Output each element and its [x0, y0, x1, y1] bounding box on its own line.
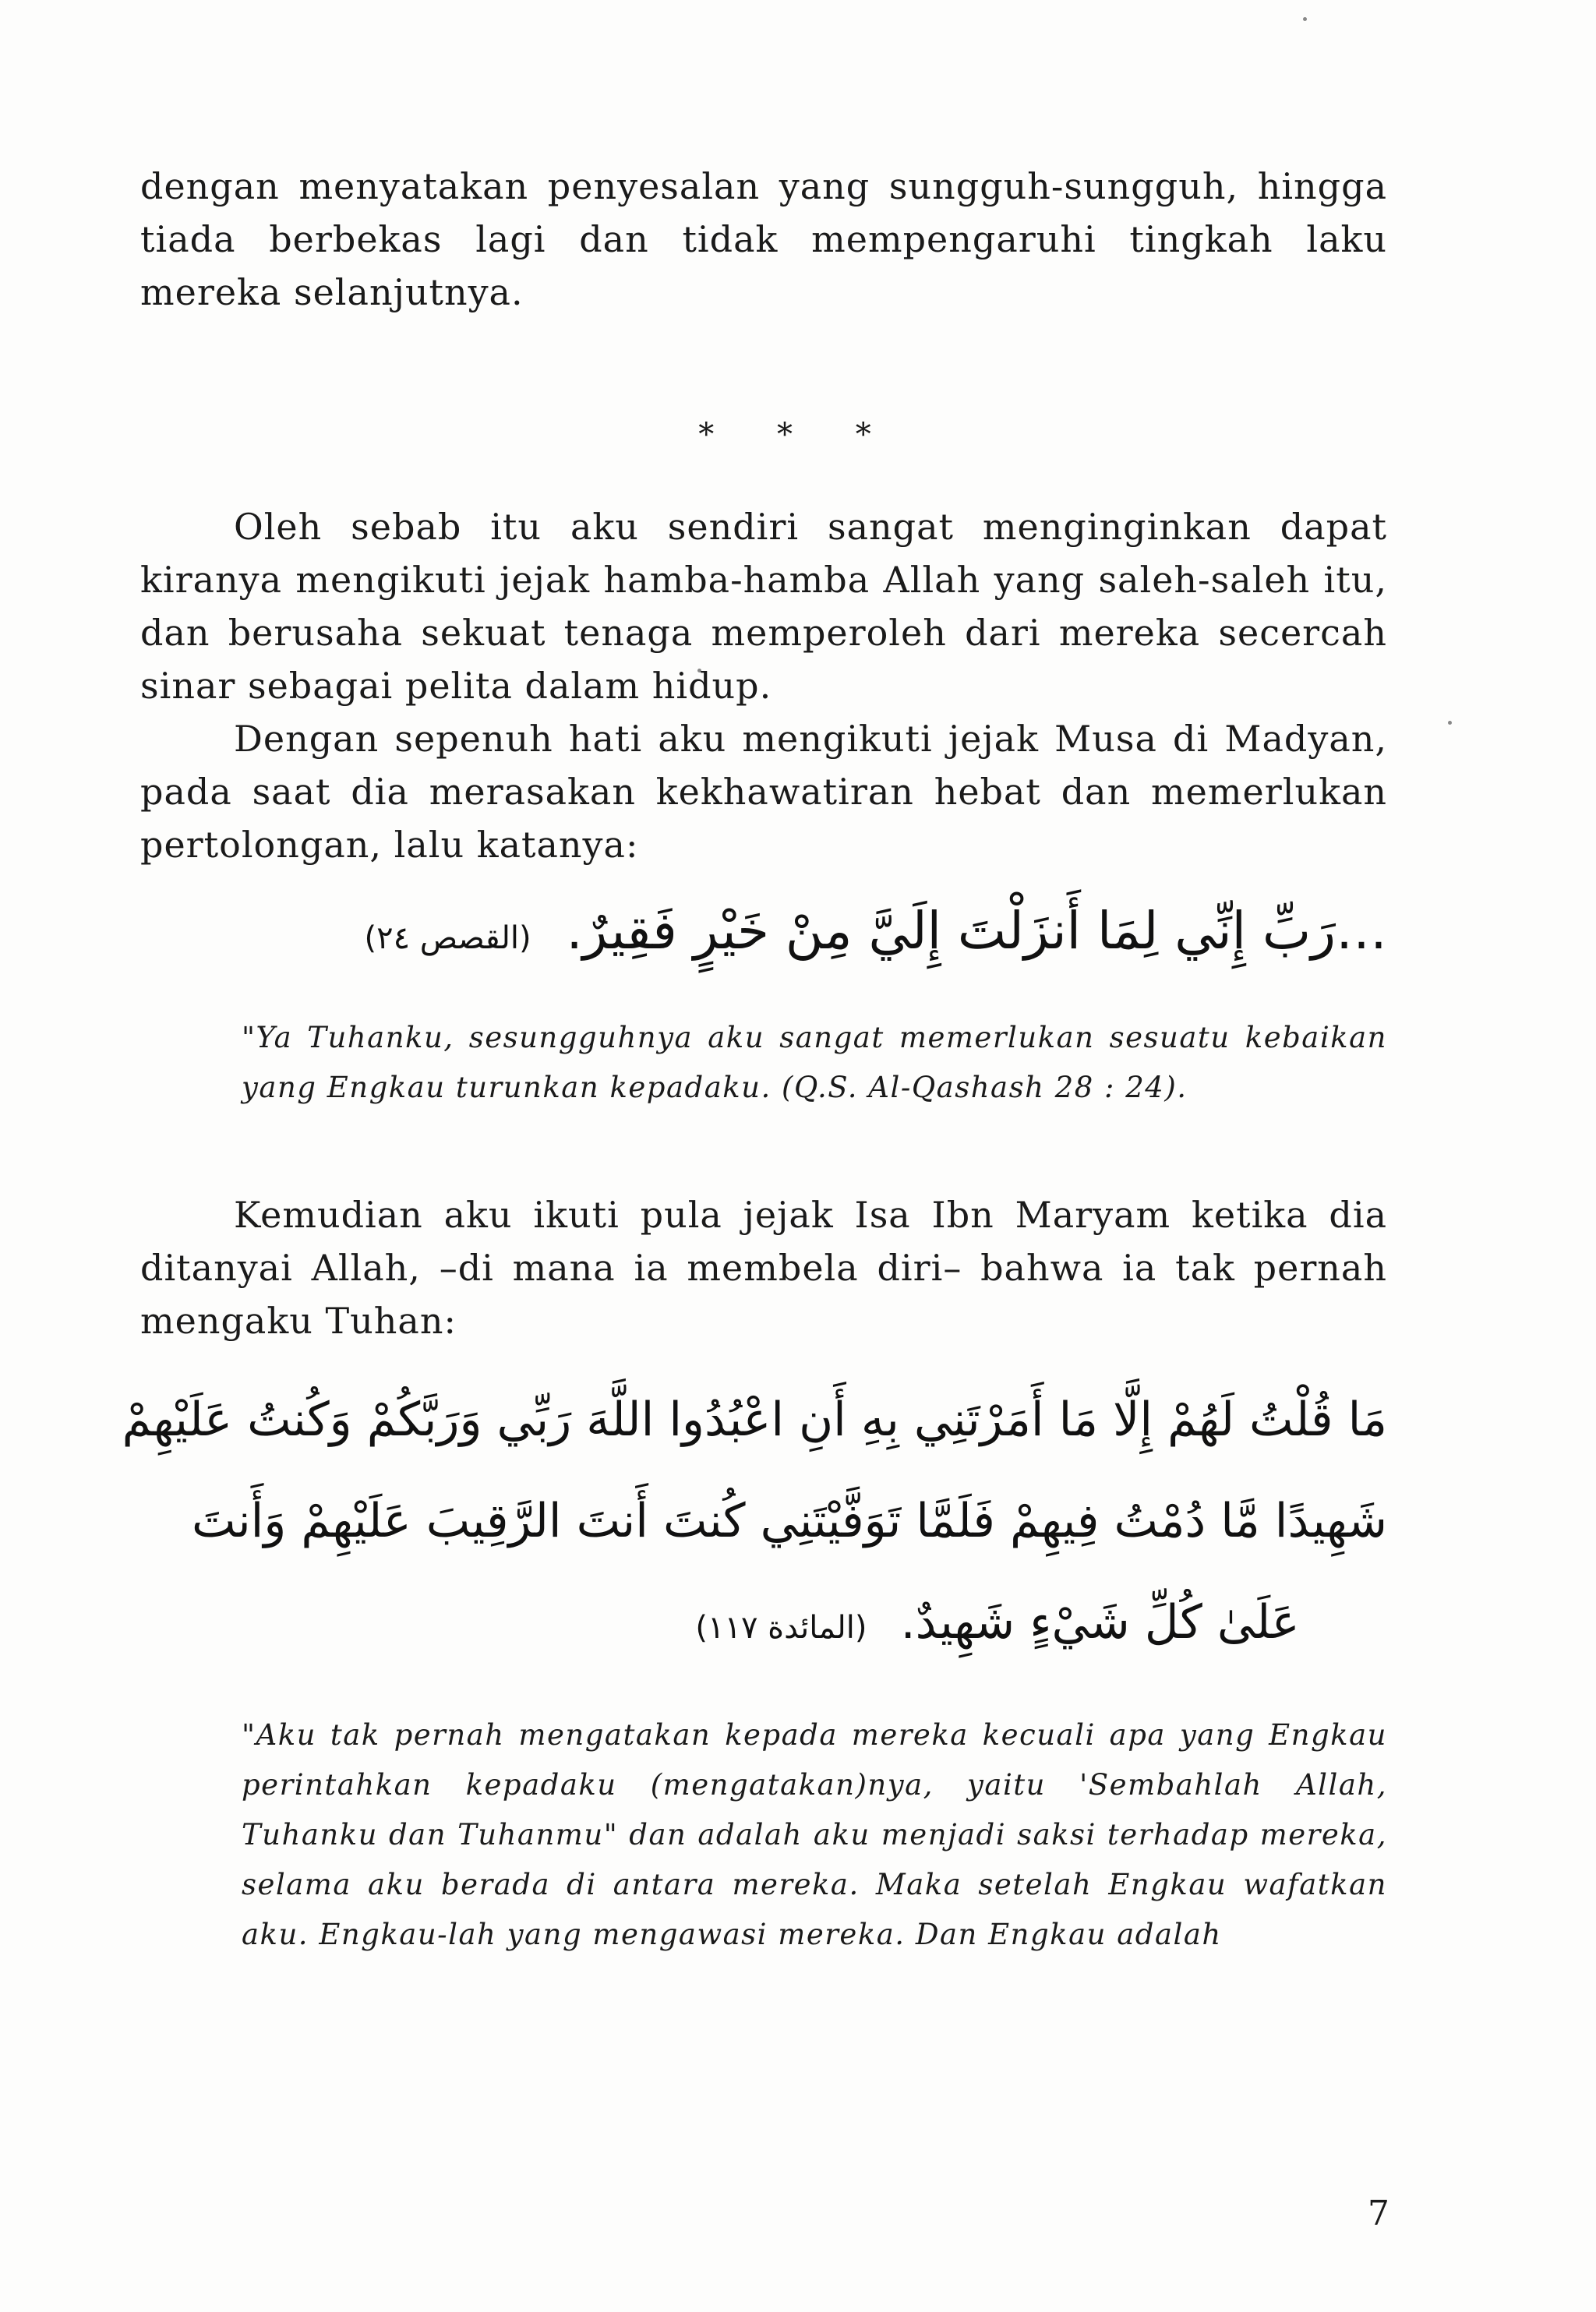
- paragraph-following-pious: Oleh sebab itu aku sendiri sangat menginginkan dapat kiranya mengikuti jejak hamba-hamba Allah yang saleh-saleh itu, dan berusaha sekuat tenaga memperoleh dari mereka secercah sinar sebagai pelita dalam hidup.: [140, 506, 1387, 707]
- quran-verse-maidah-line-1: مَا قُلْتُ لَهُمْ إِلَّا مَا أَمَرْتَنِي بِهِ أَنِ اعْبُدُوا اللَّهَ رَبِّي وَرَبَّكُمْ وَكُنتُ عَلَيْهِمْ: [122, 1392, 1387, 1447]
- paragraph-continuation: dengan menyatakan penyesalan yang sungguh-sungguh, hingga tiada berbekas lagi dan tidak mempengaruhi tingkah laku mereka selanjutnya.: [140, 165, 1387, 313]
- quran-verse-maidah-line-3: [608, 1582, 1387, 1669]
- arabic-verse-text: …رَبِّ إِنِّي لِمَا أَنزَلْتَ إِلَيَّ مِنْ خَيْرٍ فَقِيرٌ.: [566, 901, 1387, 961]
- paragraph-isa: Kemudian aku ikuti pula jejak Isa Ibn Maryam ketika dia ditanyai Allah, –di mana ia membela diri– bahwa ia tak pernah mengaku Tuhan:: [140, 1194, 1387, 1342]
- section-separator: * * *: [698, 417, 898, 453]
- scan-speck: [1303, 17, 1307, 21]
- verse-reference: (المائدة ١١٧): [695, 1610, 867, 1646]
- scan-speck: [1448, 721, 1452, 725]
- verse-translation-maidah: "Aku tak pernah mengatakan kepada mereka kecuali apa yang Engkau perintahkan kepadaku (mengatakan)nya, yaitu 'Sembahlah Allah, Tuhanku dan Tuhanmu" dan adalah aku menjadi saksi terhadap mereka, selama aku berada di antara mereka. Maka setelah Engkau wafatkan aku. Engkau-lah yang mengawasi mereka. Dan Engkau adalah: [242, 1718, 1387, 1951]
- paragraph-musa: Dengan sepenuh hati aku mengikuti jejak Musa di Madyan, pada saat dia merasakan kekhawatiran hebat dan memerlukan pertolongan, lalu katanya:: [140, 718, 1387, 866]
- quran-verse-maidah-line-2: شَهِيدًا مَّا دُمْتُ فِيهِمْ فَلَمَّا تَوَفَّيْتَنِي كُنتَ أَنتَ الرَّقِيبَ عَلَيْهِمْ وَأَنتَ: [192, 1494, 1387, 1548]
- quran-verse-qashash: [364, 888, 1387, 981]
- arabic-verse-text: عَلَىٰ كُلِّ شَيْءٍ شَهِيدٌ.: [900, 1595, 1300, 1650]
- verse-translation-qashash: "Ya Tuhanku, sesungguhnya aku sangat memerlukan sesuatu kebaikan yang Engkau turunkan kepadaku. (Q.S. Al-Qashash 28 : 24).: [242, 1021, 1387, 1104]
- page-number: 7: [1368, 2194, 1389, 2233]
- verse-reference: (القصص ٢٤): [364, 920, 531, 956]
